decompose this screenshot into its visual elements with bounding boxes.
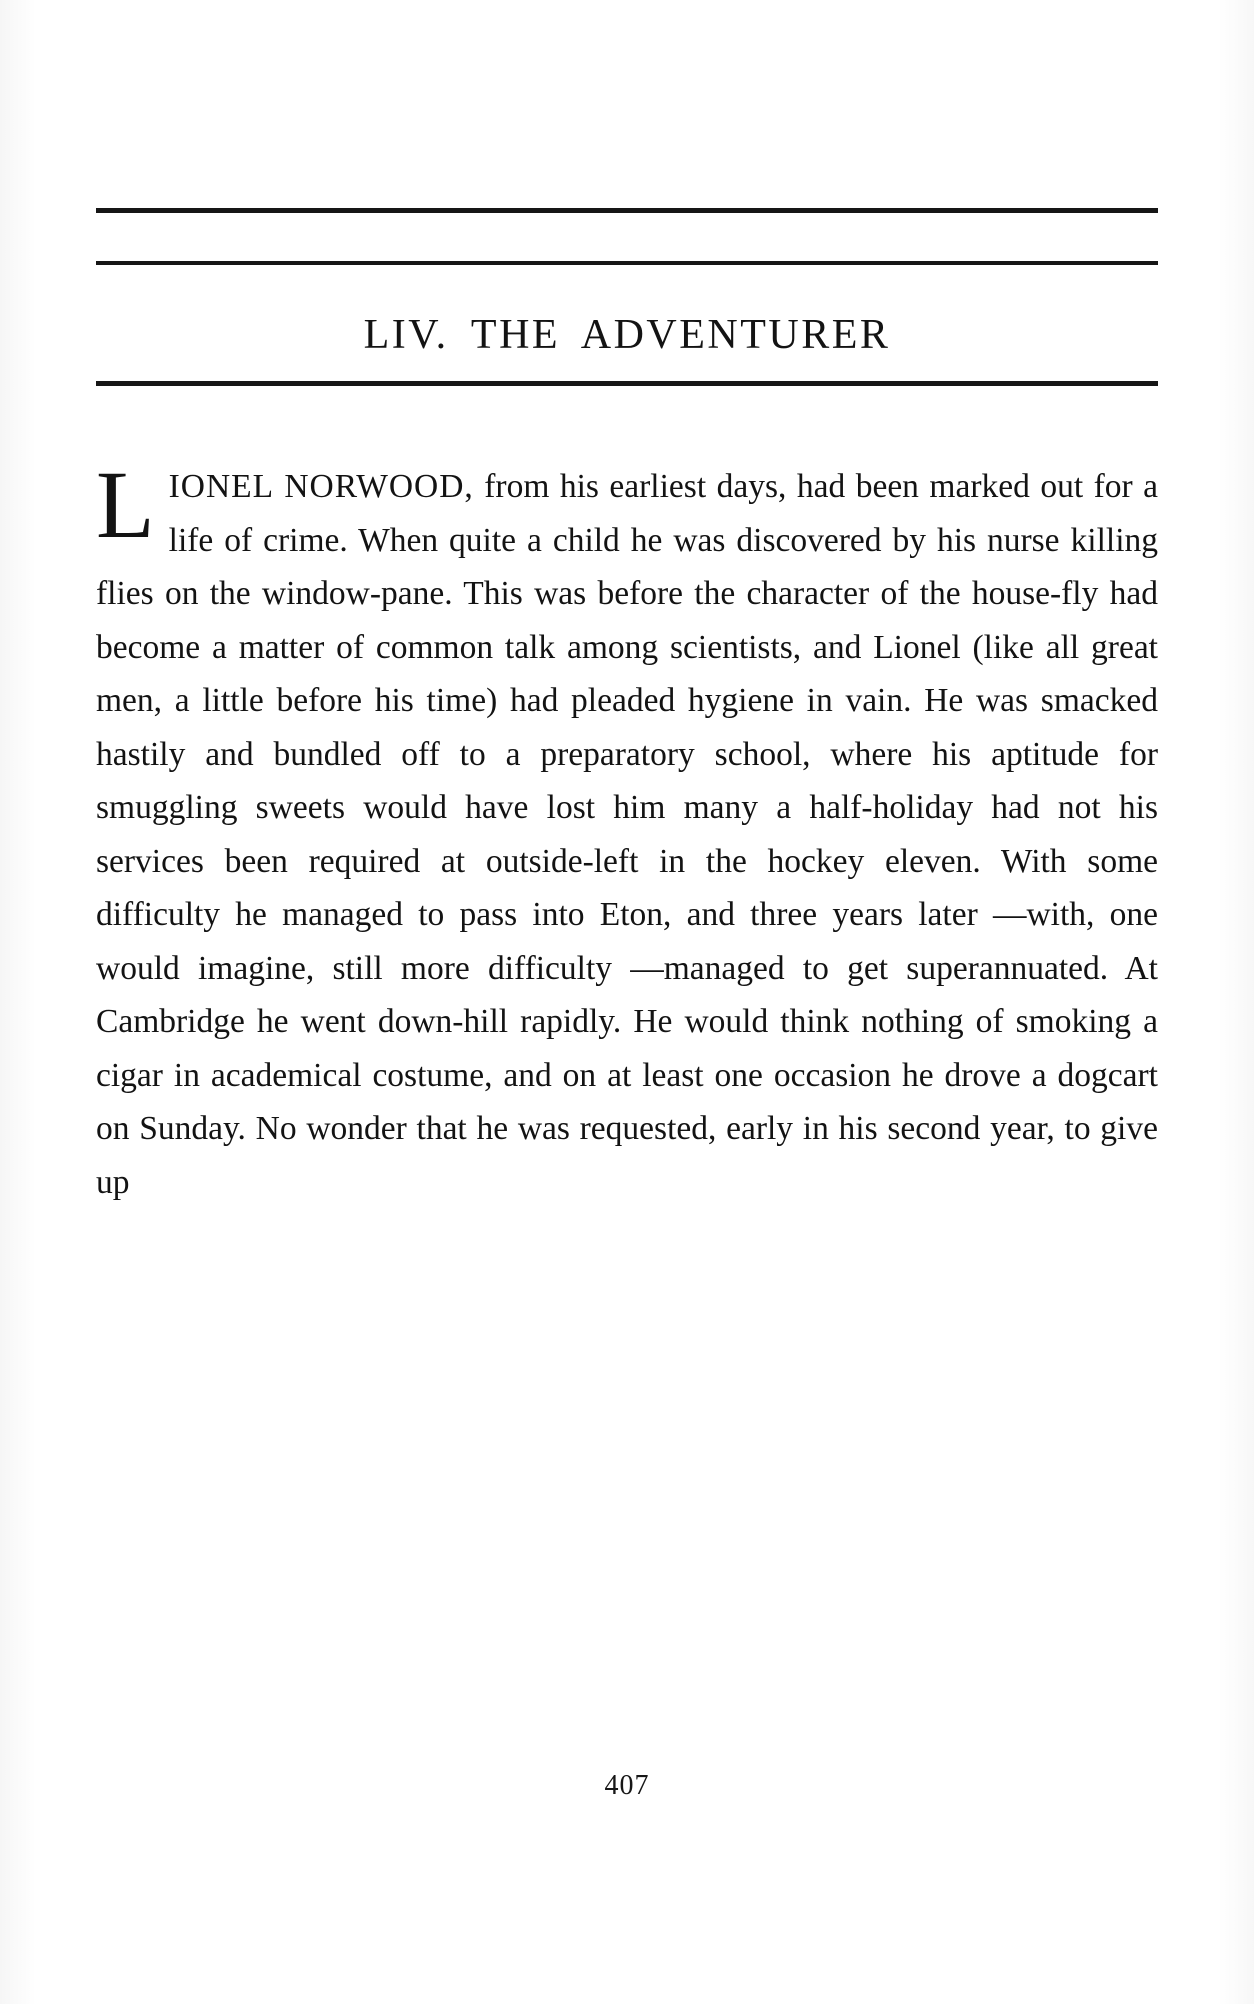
paragraph-text: from his earliest days, had been marked out for a life of crime. When quite a child he was discovered by his nurse killing flies on the window-pane. This was before the character of the house-fly had become a matter of common talk among scientists, and Lionel (like all great men, a little before his time) had pleaded hygiene in vain. He was smacked hastily and bundled off to a preparatory school, where his aptitude for smuggling sweets would have lost him many a half-holiday had not his services been required at outside-left in the hockey eleven. With some difficulty he managed to pass into Eton, and three years later —with, one would imagine, still more difficulty —managed to get superannuated. At Cambridge he went down-hill rapidly. He would think nothing of smoking a cigar in academical costume, and on at least one occasion he drove a dogcart on Sunday. No wonder that he was requested, early in his second year, to give up — [96, 468, 1158, 1201]
body-paragraph — [96, 451, 1158, 1209]
header-rule-second — [96, 261, 1158, 265]
page-edge-shadow-left — [0, 0, 36, 2004]
header-rule-top — [96, 208, 1158, 213]
header-rule-third — [96, 381, 1158, 386]
page-content — [96, 0, 1158, 1243]
drop-cap: L — [96, 451, 155, 558]
page-number: 407 — [604, 1770, 650, 1801]
opening-words: IONEL NORWOOD, — [168, 468, 474, 505]
page-edge-shadow-right — [1218, 0, 1254, 2004]
chapter-title: LIV. THE ADVENTURER — [363, 312, 891, 358]
